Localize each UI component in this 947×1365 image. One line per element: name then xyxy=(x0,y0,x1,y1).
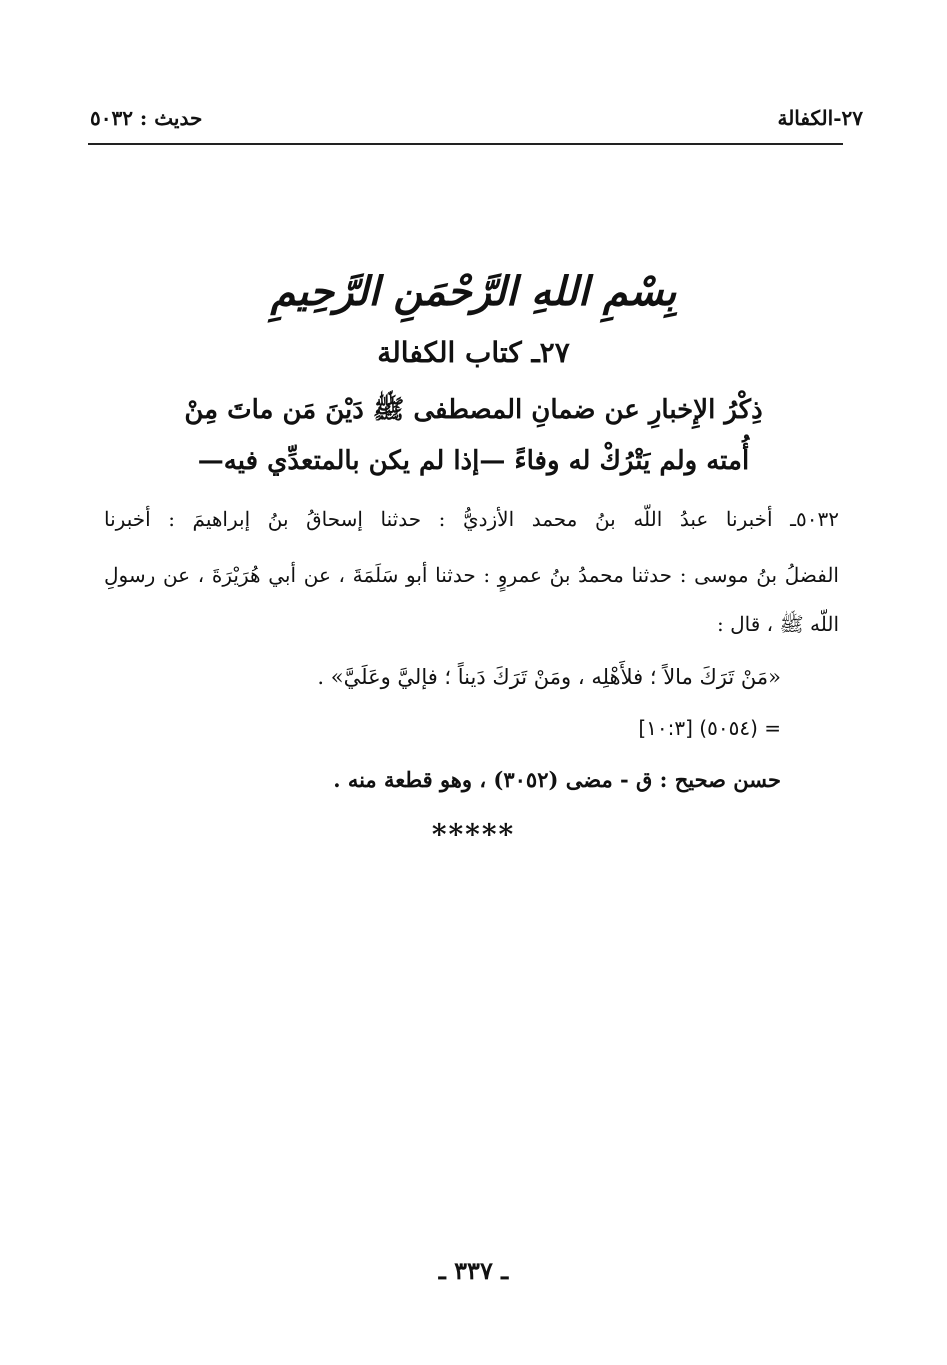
isnad-line-1: ٥٠٣٢ـ أخبرنا عبدُ اللّه بنُ محمد الأزديُّ : حدثنا إسحاقُ بنُ إبراهيمَ : أخبرنا xyxy=(104,507,839,531)
cross-reference: = (٥٠٥٤) [١٠:٣] xyxy=(638,716,781,740)
isnad-line-2: الفضلُ بنُ موسى : حدثنا محمدُ بنُ عمروٍ : حدثنا أبو سَلَمَةَ ، عن أبي هُرَيْرَةَ ، عن رسولِ xyxy=(104,563,839,587)
section-separator: ***** xyxy=(431,818,516,851)
header-rule xyxy=(88,143,843,145)
isnad-line-3: اللّه ﷺ ، قال : xyxy=(717,612,839,636)
running-header-hadith-number: حديث : ٥٠٣٢ xyxy=(90,106,203,130)
hadith-grade: حسن صحيح : ق - مضى (٣٠٥٢) ، وهو قطعة منه . xyxy=(333,767,781,792)
hadith-text: «مَنْ تَرَكَ مالاً ؛ فلأَهْلِه ، ومَنْ تَرَكَ دَيناً ؛ فإليَّ وعَلَيَّ» . xyxy=(317,665,781,689)
page-number: ـ ٣٣٧ ـ xyxy=(438,1256,509,1285)
chapter-title: ٢٧ـ كتاب الكفالة xyxy=(377,336,570,369)
running-header-chapter: ٢٧-الكفالة xyxy=(777,106,863,130)
basmala-calligraphy: بِسْمِ اللهِ الرَّحْمَنِ الرَّحِيمِ xyxy=(270,268,677,315)
section-heading-line-2: أُمته ولم يَتْرُكْ له وفاءً —إذا لم يكن بالمتعدِّي فيه— xyxy=(197,446,750,476)
section-heading-line-1: ذِكْرُ الإِخبارِ عن ضمانِ المصطفى ﷺ دَيْنَ مَن ماتَ مِنْ xyxy=(184,395,763,425)
